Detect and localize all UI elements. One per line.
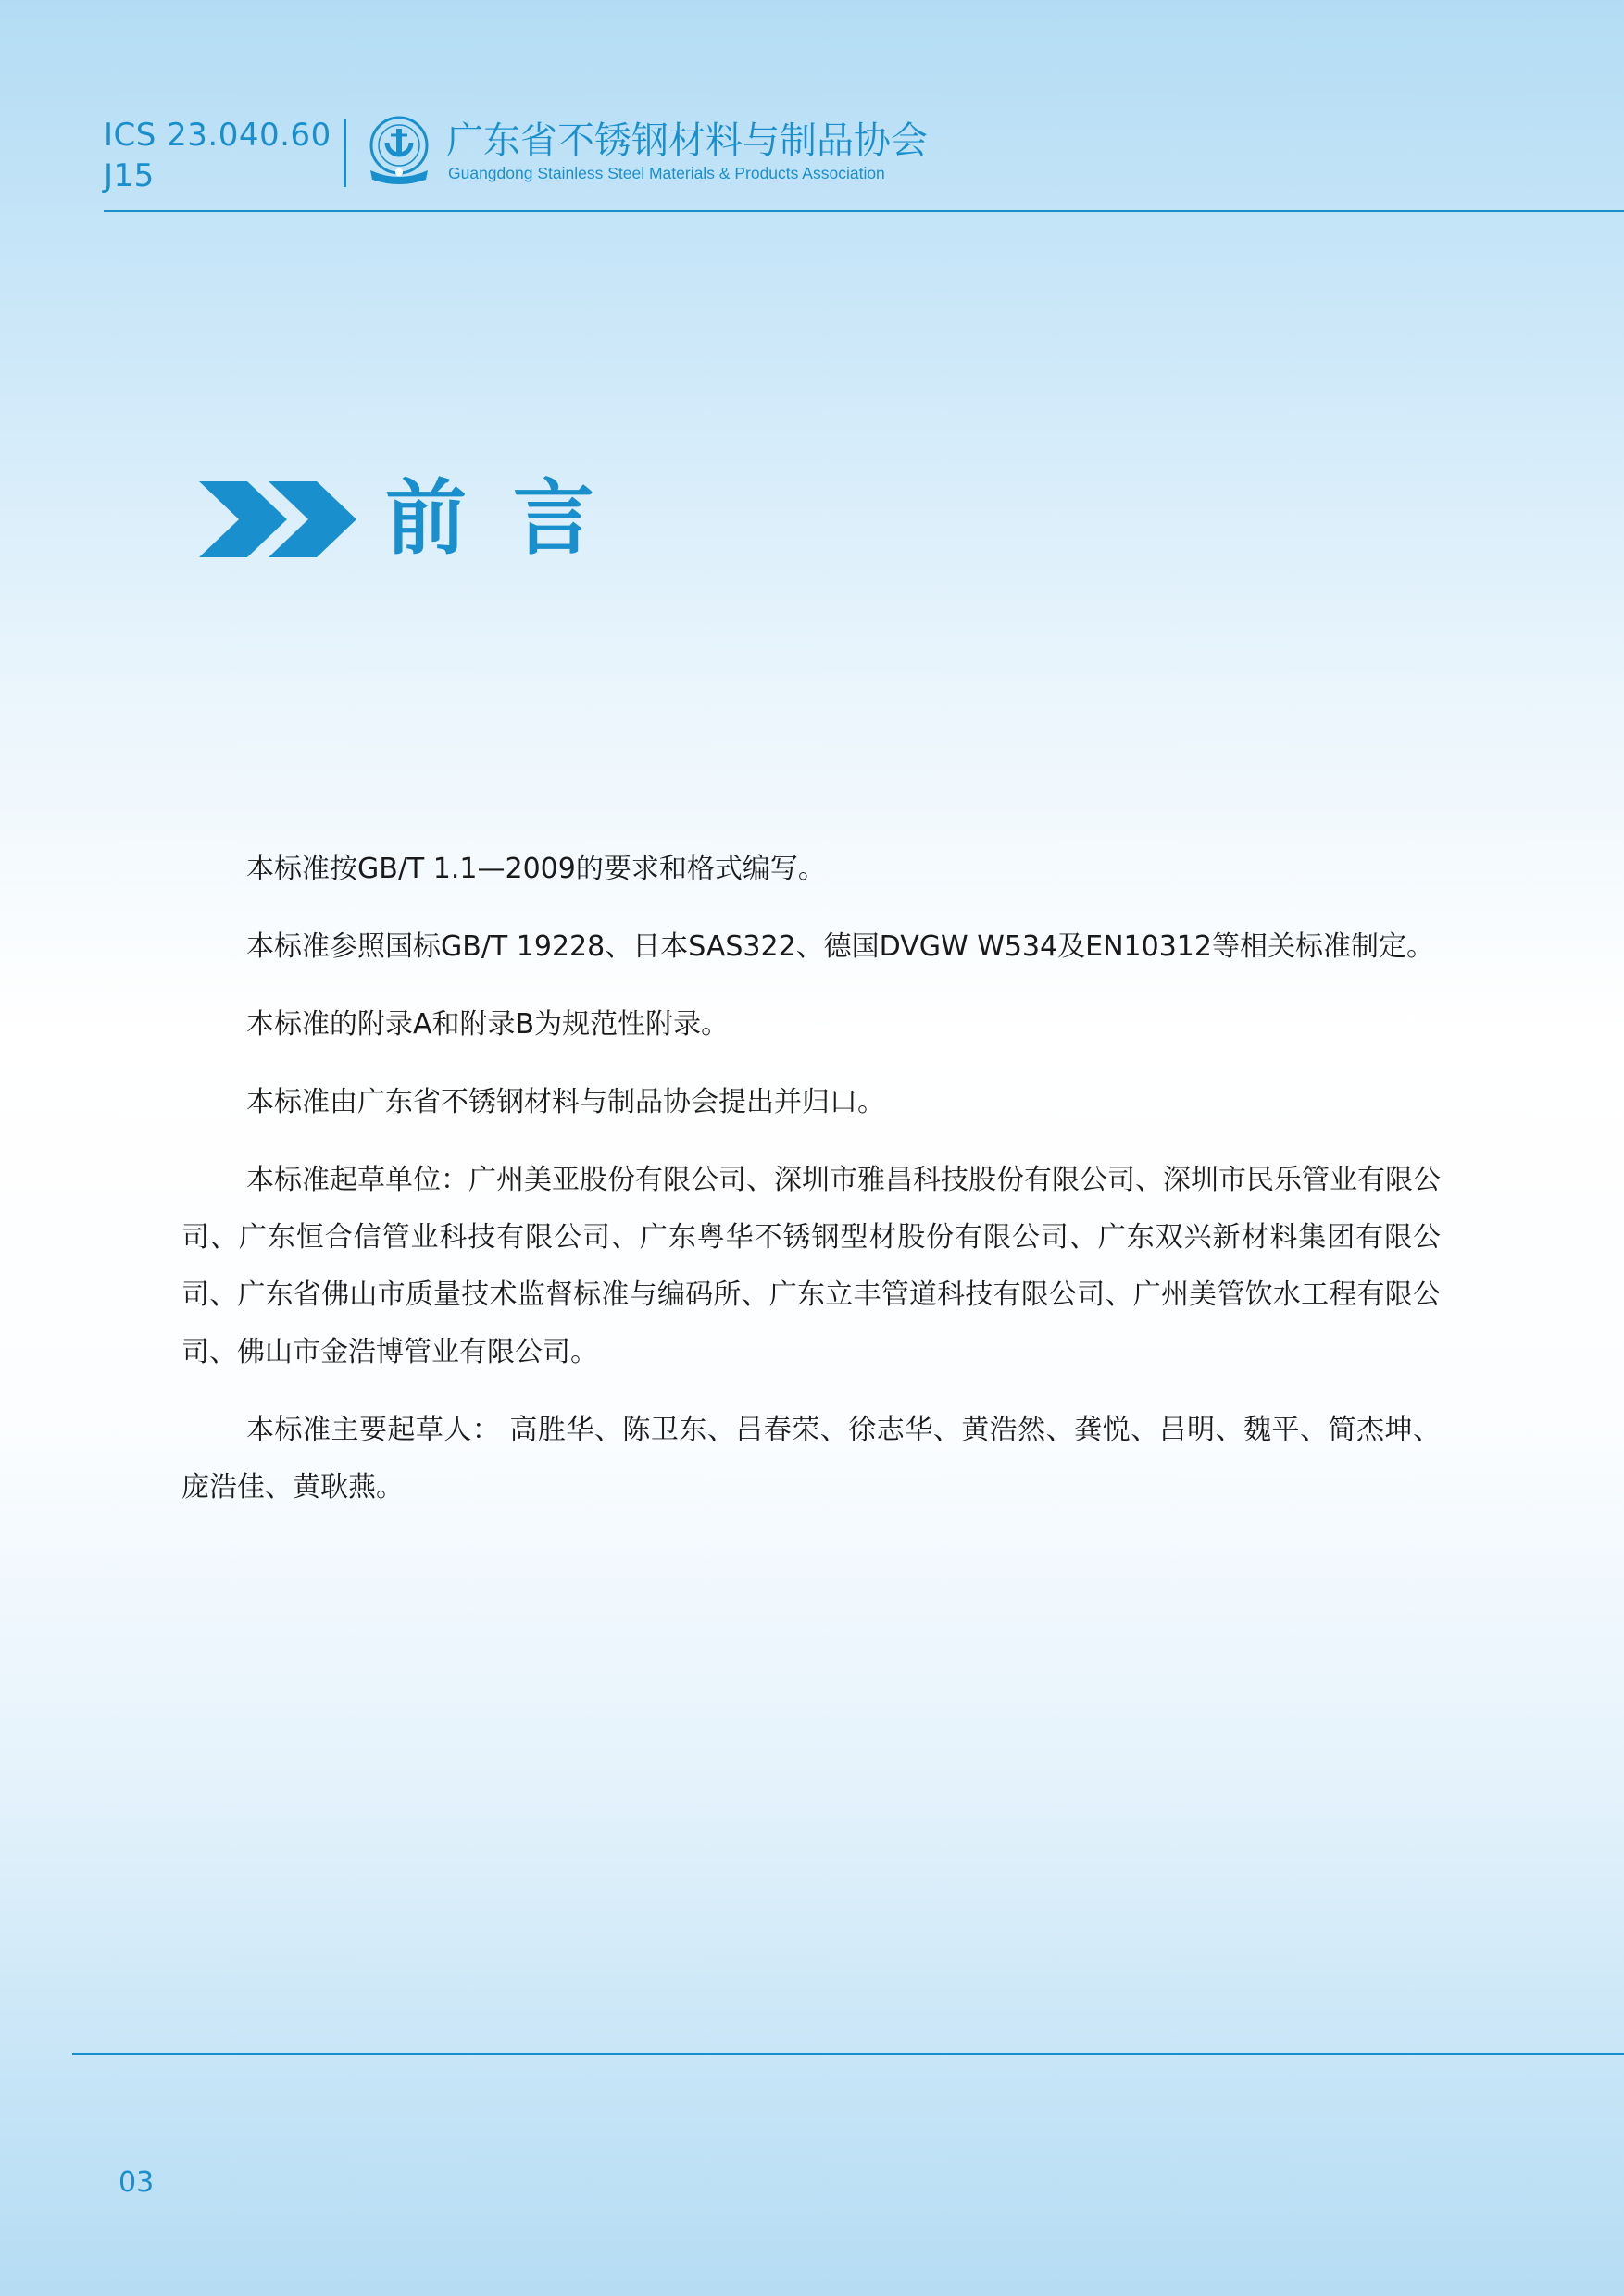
header-divider [344,119,346,187]
double-chevron-icon [199,481,356,557]
association-emblem-icon [365,115,433,187]
paragraph-references: 本标准参照国标GB/T 19228、日本SAS322、德国DVGW W534及EN10312等相关标准制定。 [246,930,1434,963]
header-rule [104,210,1624,212]
paragraph-appendix: 本标准的附录A和附录B为规范性附录。 [246,1008,730,1041]
association-logo [365,115,433,187]
footer-rule [72,2053,1624,2055]
paragraph-proposer: 本标准由广东省不锈钢材料与制品协会提出并归口。 [246,1086,885,1118]
association-name-cn: 广东省不锈钢材料与制品协会 [446,119,928,162]
standard-codes [104,115,331,196]
ics-code: ICS 23.040.60 [104,117,331,154]
paragraph-drafters: 本标准主要起草人： 高胜华、陈卫东、吕春荣、徐志华、黄浩然、龚悦、吕明、魏平、简杰坤、庞浩佳、黄耿燕。 [181,1414,1441,1504]
paragraph-drafting-units: 本标准起草单位：广州美亚股份有限公司、深圳市雅昌科技股份有限公司、深圳市民乐管业有限公司、广东恒合信管业科技有限公司、广东粤华不锈钢型材股份有限公司、广东双兴新材料集团有限公司、广东省佛山市质量技术监督标准与编码所、广东立丰管道科技有限公司、广州美管饮水工程有限公司、佛山市金浩博管业有限公司。 [181,1164,1441,1368]
classification-code: J15 [104,157,155,194]
page-number: 03 [119,2166,155,2199]
section-title: 前言 [385,470,642,566]
association-name-en: Guangdong Stainless Steel Materials & Products Association [448,164,885,182]
paragraph-format: 本标准按GB/T 1.1—2009的要求和格式编写。 [246,853,826,885]
foreword-body [181,841,1441,1537]
